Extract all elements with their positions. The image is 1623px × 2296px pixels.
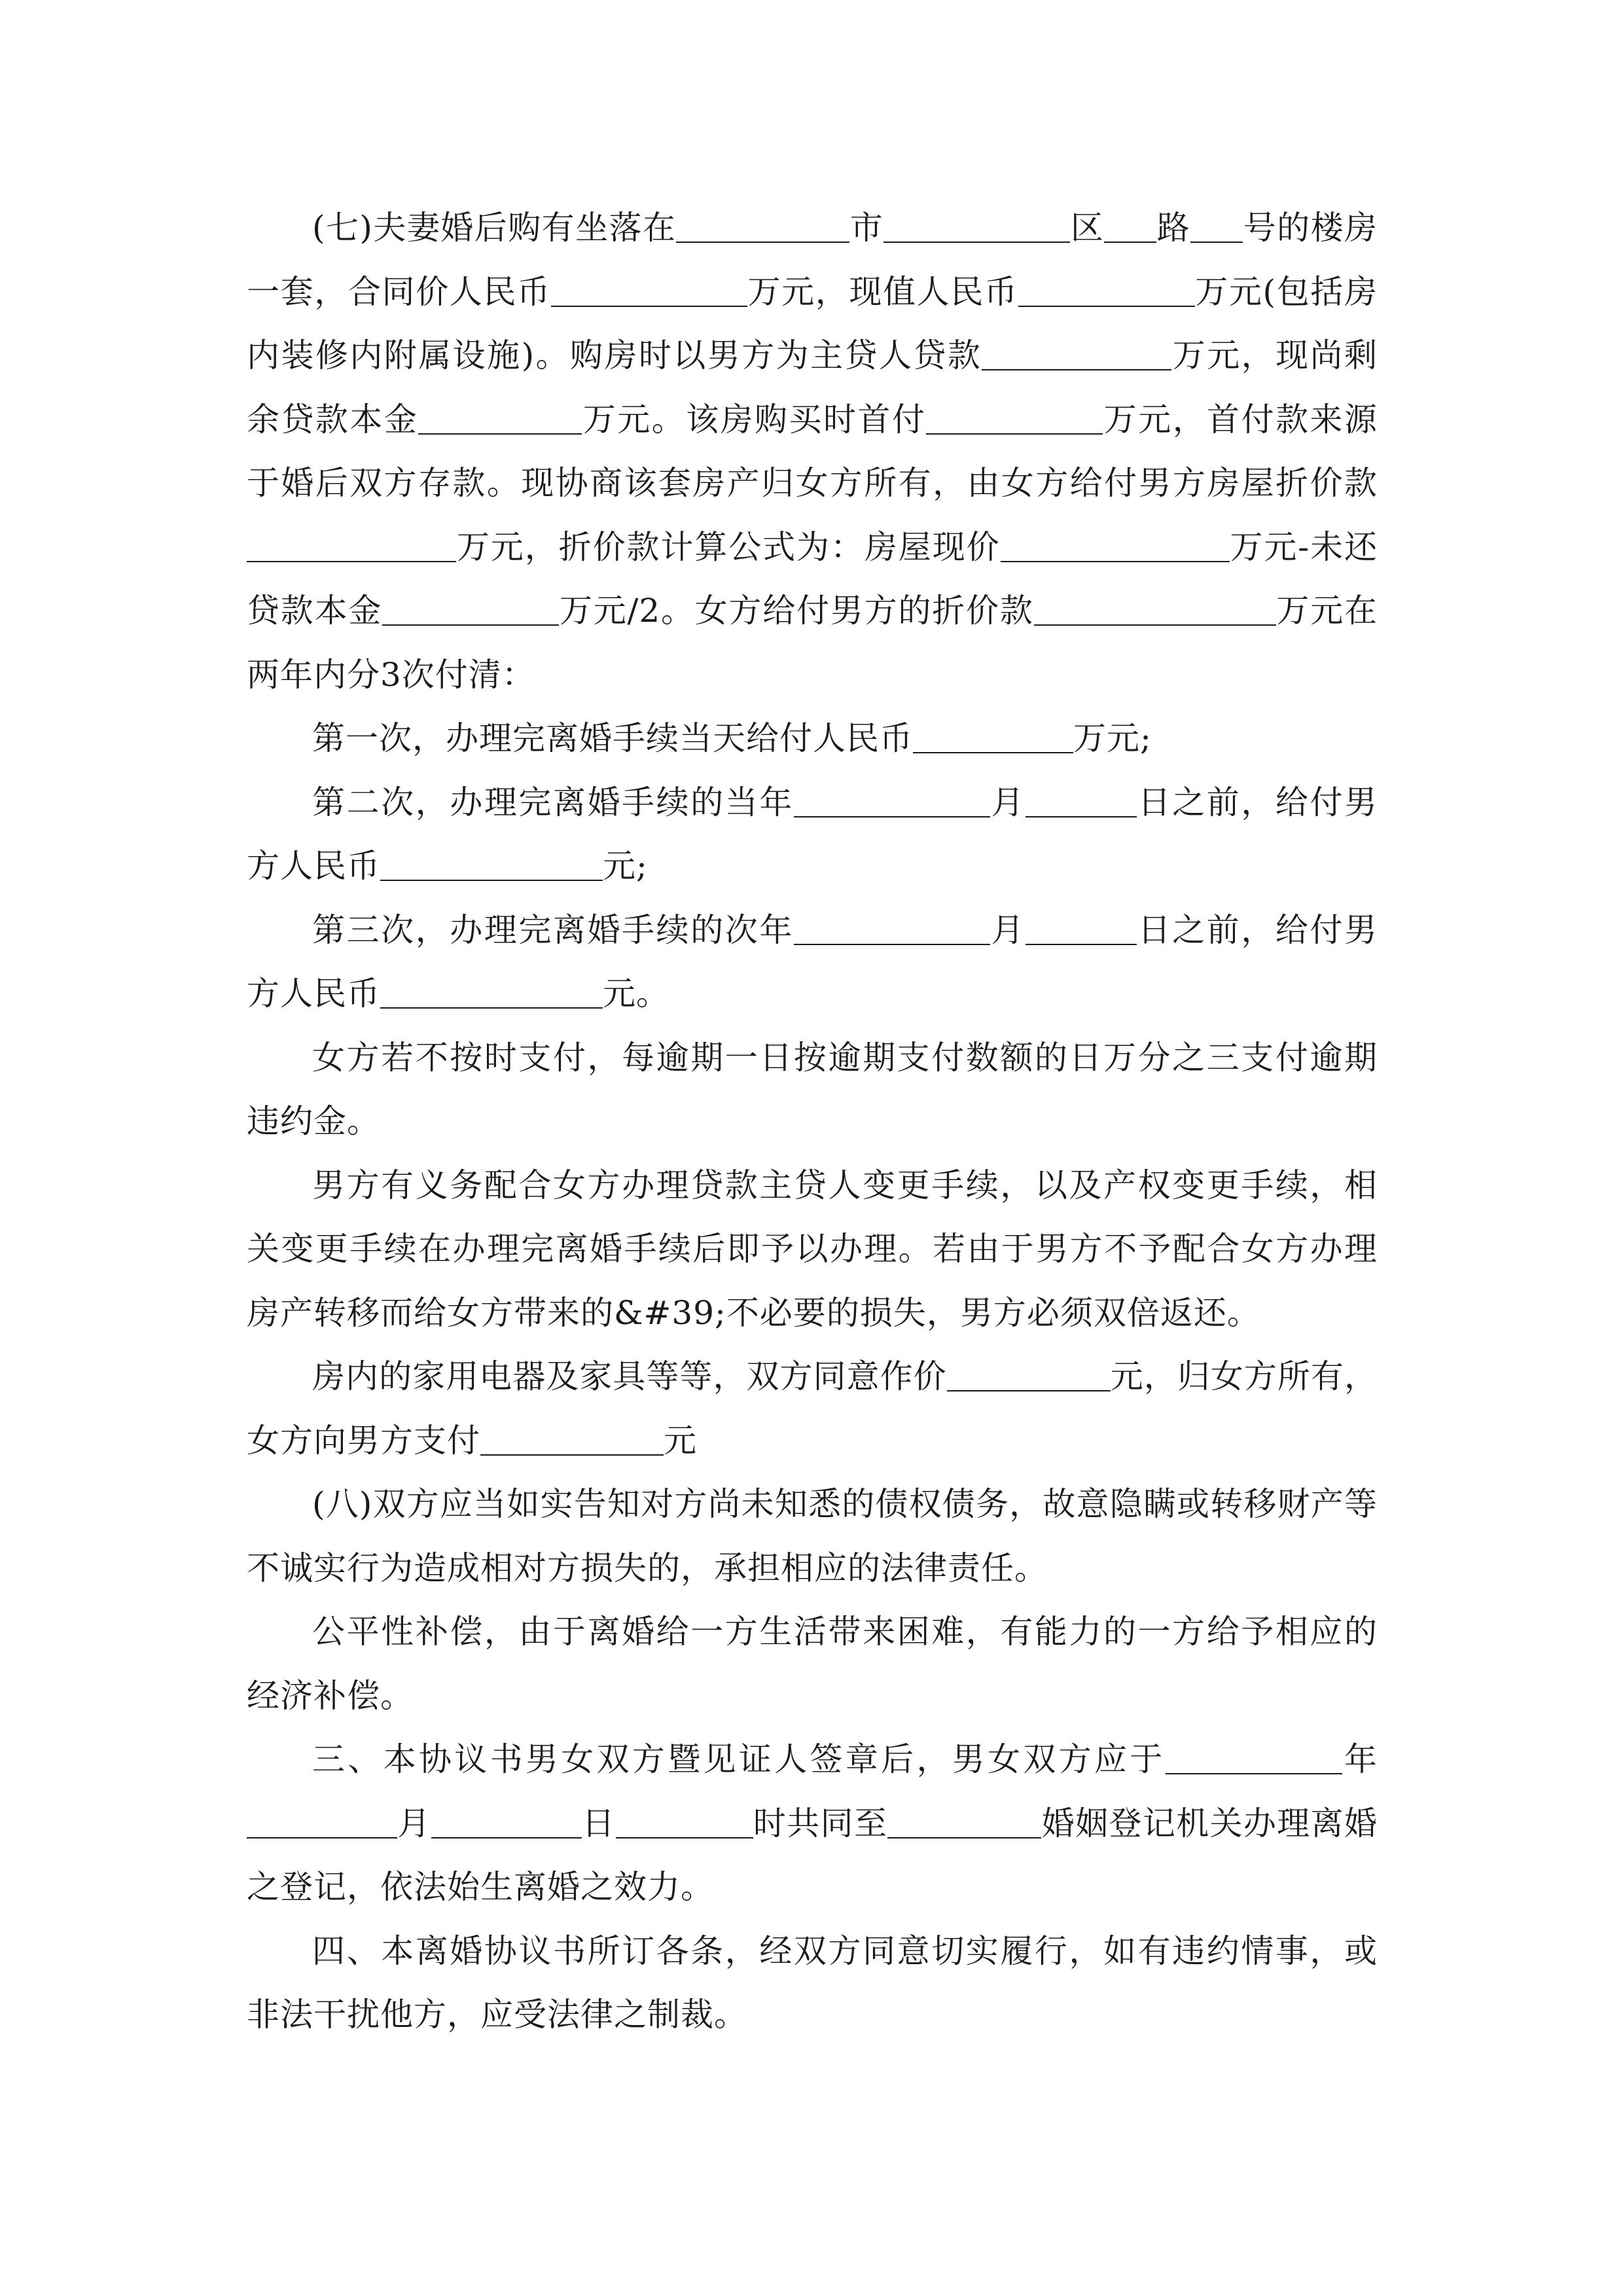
blank-current-value [1018, 273, 1195, 307]
text-segment: 时共同至 [753, 1804, 888, 1842]
text-segment: 月 [397, 1804, 431, 1842]
blank-remaining-principal [418, 401, 582, 435]
text-segment: 元; [603, 847, 648, 885]
text-segment: 万元，现值人民币 [747, 272, 1018, 311]
text-segment: (八)双方应当如实告知对方尚未知悉的债权债务，故意隐瞒或转移财产等不诚实行为造成相对方损失的，承担相应的法律责任。 [247, 1485, 1378, 1587]
text-segment: 婚姻登记机关办理离婚之登记，依法始生离婚之效力。 [247, 1804, 1378, 1906]
paragraph-payment-1 [247, 707, 1378, 771]
blank-third-month [794, 911, 990, 945]
paragraph-appliances [247, 1345, 1378, 1473]
blank-day [431, 1804, 582, 1839]
text-segment: 月 [990, 783, 1026, 821]
blank-second-day [1026, 783, 1137, 817]
paragraph-clause-7 [247, 196, 1378, 707]
text-segment: 第二次，办理完离婚手续的当年 [312, 783, 794, 821]
text-segment: 万元，首付款来源于婚后双方存款。现协商该套房产归女方所有，由女方给付男方房屋折价款 [247, 400, 1378, 502]
text-segment: 日之前，给付男方人民币 [247, 783, 1378, 885]
blank-hour [616, 1804, 753, 1839]
paragraph-payment-3 [247, 899, 1378, 1026]
blank-number [1190, 209, 1243, 243]
text-segment: 万元。该房购买时首付 [582, 400, 927, 439]
text-segment: 万元/2。女方给付男方的折价款 [559, 592, 1034, 630]
text-segment: 月 [990, 910, 1026, 949]
text-segment: 第一次，办理完离婚手续当天给付人民币 [312, 719, 913, 757]
blank-city [676, 209, 849, 243]
text-segment: 元 [664, 1421, 697, 1460]
text-segment: 万元-未还贷款本金 [247, 528, 1378, 630]
text-segment: 年 [1342, 1740, 1378, 1778]
blank-discount-payment [247, 528, 456, 562]
paragraph-clause-8 [247, 1473, 1378, 1600]
paragraph-payment-2 [247, 771, 1378, 899]
blank-contract-price [551, 273, 747, 307]
text-segment: 房内的家用电器及家具等等，双方同意作价 [312, 1357, 947, 1395]
paragraph-late-penalty [247, 1026, 1378, 1154]
text-segment: 元，归女方所有，女方向男方支付 [247, 1357, 1378, 1460]
text-segment: 日之前，给付男方人民币 [247, 910, 1378, 1013]
text-segment: 三、本协议书男女双方暨见证人签章后，男女双方应于 [312, 1740, 1166, 1778]
text-segment: 市 [849, 209, 884, 247]
blank-house-current-price [1001, 528, 1230, 562]
text-segment: 元。 [603, 975, 669, 1013]
blank-month [247, 1804, 397, 1839]
blank-loan-amount [982, 336, 1171, 370]
text-segment: (七)夫妻婚后购有坐落在 [312, 209, 677, 247]
text-segment: 万元; [1073, 719, 1152, 757]
blank-appliance-value [947, 1357, 1111, 1391]
paragraph-transfer-duty [247, 1154, 1378, 1346]
text-segment: 日 [581, 1804, 616, 1842]
blank-first-payment [913, 719, 1073, 753]
text-segment: 万元，现尚剩余贷款本金 [247, 336, 1378, 439]
text-segment: 四、本离婚协议书所订各条，经双方同意切实履行，如有违约情事，或非法干扰他方，应受法律之制裁。 [247, 1931, 1378, 2034]
text-segment: 男方有义务配合女方办理贷款主贷人变更手续，以及产权变更手续，相关变更手续在办理完离婚手续后即予以办理。若由于男方不予配合女方办理房产转移而给女方带来的&#39;不必要的损失，男方必须双倍返还。 [247, 1166, 1378, 1332]
text-segment: 公平性补偿，由于离婚给一方生活带来困难，有能力的一方给予相应的经济补偿。 [247, 1613, 1378, 1715]
blank-down-payment [926, 401, 1103, 435]
text-segment: 号的楼房一套，合同价人民币 [247, 209, 1378, 311]
blank-year [1166, 1740, 1342, 1774]
text-segment: 万元，折价款计算公式为：房屋现价 [456, 528, 1001, 566]
blank-appliance-payment [480, 1422, 664, 1456]
paragraph-section-4 [247, 1920, 1378, 2047]
blank-registry-office [887, 1804, 1041, 1839]
blank-third-day [1026, 911, 1137, 945]
blank-district [883, 209, 1070, 243]
blank-road [1104, 209, 1156, 243]
text-segment: 第三次，办理完离婚手续的次年 [312, 910, 794, 949]
blank-unpaid-principal [382, 592, 559, 626]
text-segment: 万元(包括房内装修内附属设施)。购房时以男方为主贷人贷款 [247, 272, 1378, 374]
document-body [247, 196, 1378, 2047]
text-segment: 女方若不按时支付，每逾期一日按逾期支付数额的日万分之三支付逾期违约金。 [247, 1038, 1378, 1140]
blank-second-month [794, 783, 990, 817]
blank-second-amount [380, 847, 603, 881]
text-segment: 万元在两年内分3次付清： [247, 592, 1378, 694]
paragraph-fair-compensation [247, 1600, 1378, 1728]
text-segment: 路 [1156, 209, 1191, 247]
blank-third-amount [380, 975, 603, 1009]
blank-discount-total [1034, 592, 1276, 626]
paragraph-section-3 [247, 1728, 1378, 1920]
text-segment: 区 [1070, 209, 1105, 247]
